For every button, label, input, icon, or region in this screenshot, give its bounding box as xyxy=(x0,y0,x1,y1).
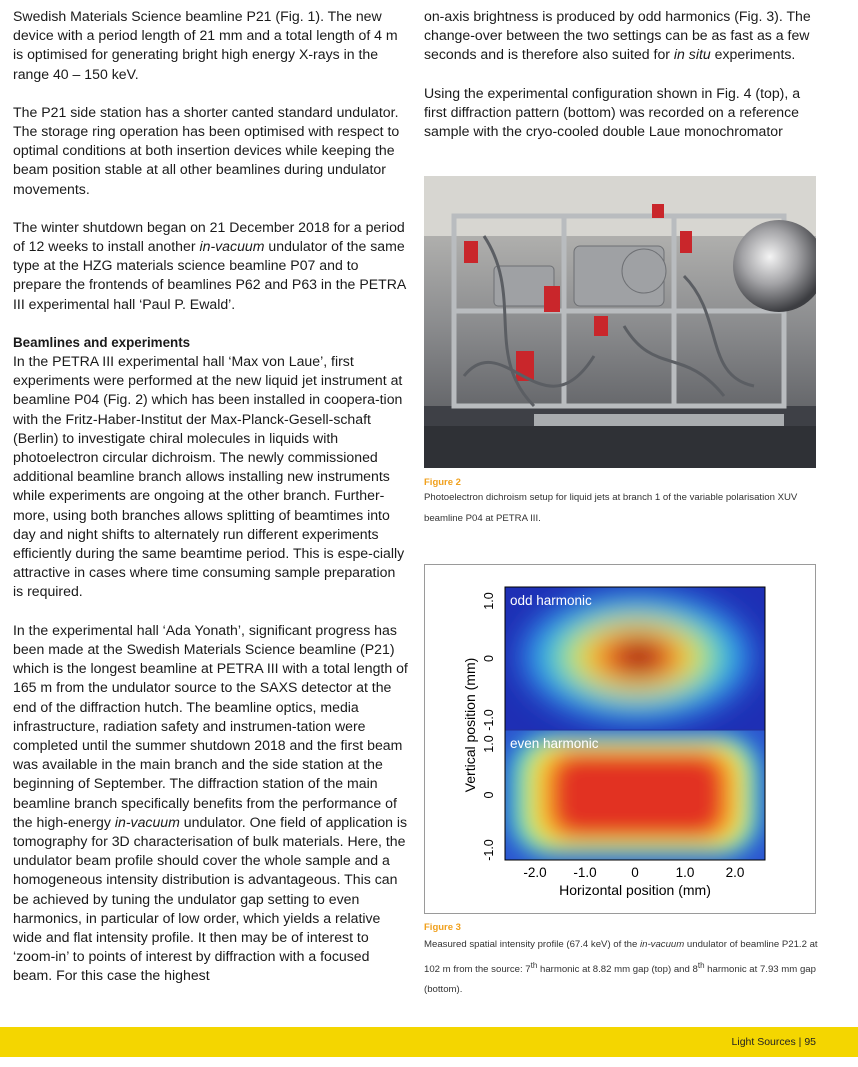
y-tick-label: -1.0 xyxy=(482,709,496,731)
paragraph-side-station: The P21 side station has a shorter canted standard undulator. The storage ring operation has been optimised with respect to optimal conditions at both insertion devices while keeping the beam position stable at all other beamlines during undulator movements. xyxy=(13,103,400,197)
y-tick-label: 0 xyxy=(482,655,496,662)
figure-2-label: Figure 2 xyxy=(424,477,461,488)
figure-3-caption: Measured spatial intensity profile (67.4 keV) of the in-vacuum undulator of beamline P21.2 at 102 m from the source: 7th harmonic at 8.82 mm gap (top) and 8th harmonic at 7.93 mm gap (bottom). xyxy=(424,939,818,996)
x-tick-label: 2.0 xyxy=(725,865,745,880)
photo-illustration xyxy=(424,176,816,468)
right-column xyxy=(424,7,816,141)
paragraph-p21-device: Swedish Materials Science beamline P21 (Fig. 1). The new device with a period length of 21 mm and a total length of 4 m is optimised for generating bright high energy X-rays in the range 40 – 150 keV. xyxy=(13,8,398,82)
footer-text xyxy=(732,1036,816,1048)
figure-2-caption: Photoelectron dichroism setup for liquid jets at branch 1 of the variable polarisation XUV beamline P04 at PETRA III. xyxy=(424,492,798,524)
emphasis-in-situ: in situ xyxy=(673,46,711,63)
footer-bar xyxy=(0,1027,858,1057)
x-tick-label: 0 xyxy=(631,865,639,880)
odd-harmonic-panel xyxy=(505,587,765,730)
y-tick-label: 0 xyxy=(482,791,496,799)
page-number: 95 xyxy=(804,1036,816,1048)
paragraph-odd-harmonics: on-axis brightness is produced by odd harmonics (Fig. 3). The change-over between the two settings can be as fast as a few seconds and is therefore also suited for in situ experiments. xyxy=(424,8,811,63)
x-tick-label: -2.0 xyxy=(523,865,547,880)
y-tick-label: 1.0 xyxy=(482,735,496,753)
paragraph-max-von-laue: In the PETRA III experimental hall ‘Max von Laue’, first experiments were performed at the new liquid jet instrument at beamline P04 (Fig. 2) which has been installed in coopera-tion with the Fritz-Haber-Institut der Max-Planck-Gesell-schaft (Berlin) to investigate chiral molecules in liquids with photoelectron circular dichroism. The newly commissioned additional beamline branch allows installing new instruments while experiments are ongoing at the other branch. Further-more, using both branches allows splitting of beamtimes into day and night shifts to alternately run different experiments efficiently during the same beamtime period. This is espe-cially attractive in cases where time consuming sample preparation is required. xyxy=(13,353,405,600)
figure-3-plot xyxy=(424,564,816,914)
footer-separator: | xyxy=(798,1036,802,1048)
heatmap-chart xyxy=(425,565,815,913)
panel-label: odd harmonic xyxy=(510,593,592,608)
x-tick-label: 1.0 xyxy=(675,865,695,880)
paragraph-winter-shutdown: The winter shutdown began on 21 December 2018 for a period of 12 weeks to install another in-vacuum undulator of the same type at the HZG materials science beamline P07 and to prepare the frontends of beamlines P62 and P63 in the PETRA III experimental hall ‘Paul P. Ewald’. xyxy=(13,218,406,312)
figure-2-photo xyxy=(424,176,816,468)
x-tick-label: -1.0 xyxy=(573,865,597,880)
y-tick-label: -1.0 xyxy=(482,839,496,861)
emphasis-in-vacuum: in-vacuum xyxy=(199,238,265,255)
y-tick-label: 1.0 xyxy=(482,592,496,610)
panel-label: even harmonic xyxy=(510,736,599,751)
figure-3-label: Figure 3 xyxy=(424,922,461,933)
left-column xyxy=(13,7,408,986)
paragraph-experimental-config: Using the experimental configuration shown in Fig. 4 (top), a first diffraction pattern (bottom) was recorded on a reference sample with the cryo-cooled double Laue monochromator xyxy=(424,84,801,140)
section-heading-beamlines: Beamlines and experiments xyxy=(13,334,191,350)
paragraph-ada-yonath: In the experimental hall ‘Ada Yonath’, significant progress has been made at the Swedish Materials Science beamline (P21) which is the longest beamline at PETRA III with a total length of 165 m from the undulator source to the SAXS detector at the end of the diffraction hutch. The beamline optics, media infrastructure, radiation safety and instrumen-tation were completed until the summer shutdown 2018 and the first beam was available in the main branch and the side station at the beginning of September. The diffraction station of the main beamline branch specifically benefits from the performance of the high-energy in-vacuum undulator. One field of application is tomography for 3D characterisation of bulk materials. Here, the undulator beam profile should cover the whole sample and a homogeneous intensity distribution is advantageous. This can be achieved by tuning the undulator gap setting to even harmonics, in particular of low order, which yields a relative wide and flat intensity profile. It then may be of interest to ‘zoom-in’ to points of interest by diffraction with a focused beam. For this case the highest xyxy=(13,621,408,984)
footer-section: Light Sources xyxy=(731,1036,796,1048)
y-axis-label: Vertical position (mm) xyxy=(462,657,478,793)
emphasis-in-vacuum-2: in-vacuum xyxy=(114,813,180,830)
x-axis-label: Horizontal position (mm) xyxy=(559,882,711,898)
